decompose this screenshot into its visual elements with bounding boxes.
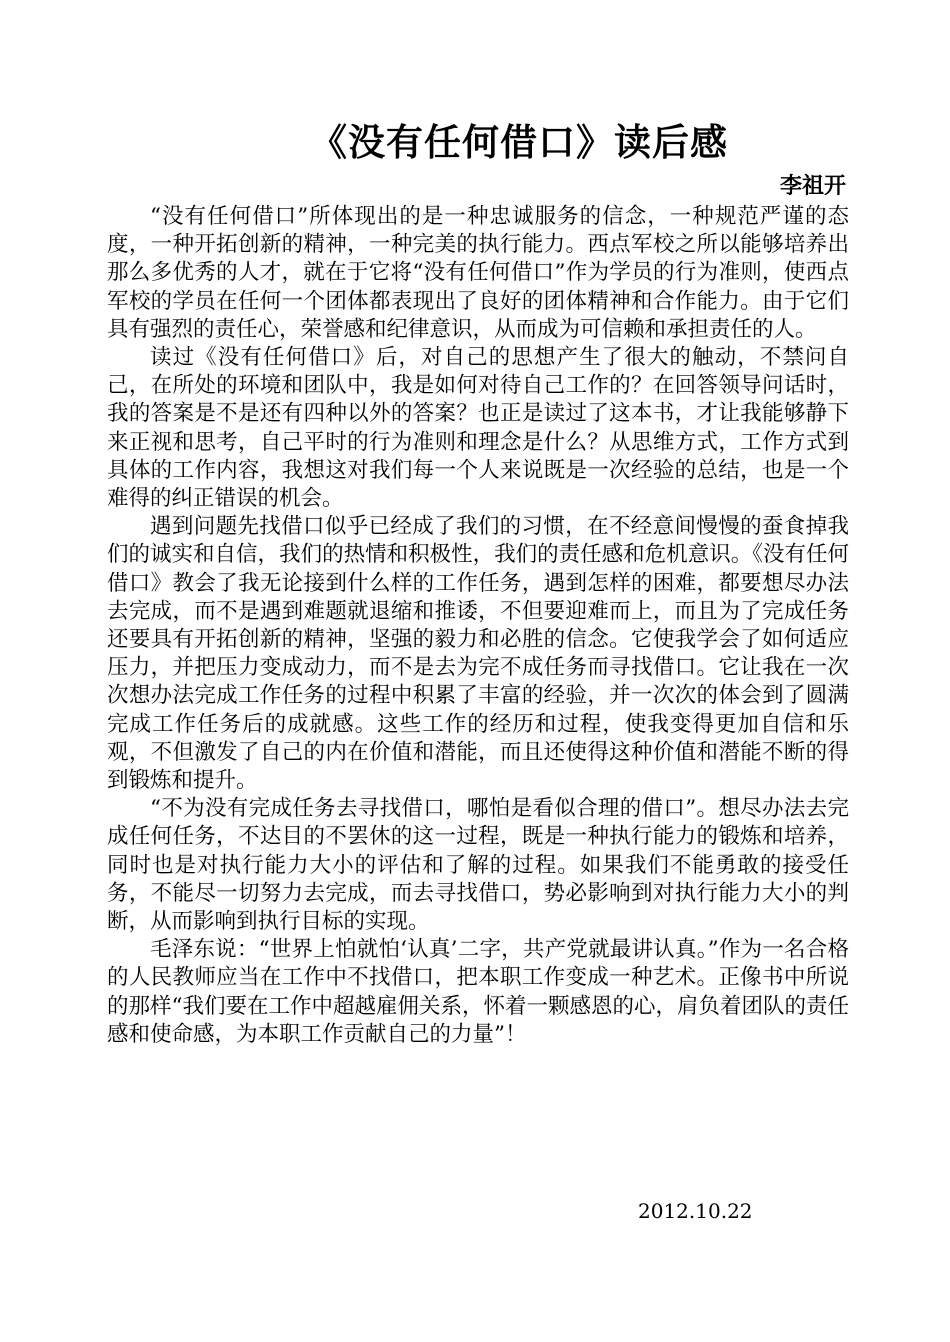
author-name: 李祖开 [779, 174, 846, 199]
paragraph: 读过《没有任何借口》后，对自己的思想产生了很大的触动，不禁问自己，在所处的环境和团队中，我是如何对待自己工作的？在回答领导问话时，我的答案是不是还有四种以外的答案？也正是读过了这本书，才让我能够静下来正视和思考，自己平时的行为准则和理念是什么？从思维方式，工作方式到具体的工作内容，我想这对我们每一个人来说既是一次经验的总结，也是一个难得的纠正错误的机会。 [107, 345, 849, 512]
paragraph: “没有任何借口”所体现出的是一种忠诚服务的信念，一种规范严谨的态度，一种开拓创新的精神，一种完美的执行能力。西点军校之所以能够培养出那么多优秀的人才，就在于它将“没有任何借口”作为学员的行为准则，使西点军校的学员在任何一个团体都表现出了良好的团体精神和合作能力。由于它们具有强烈的责任心，荣誉感和纪律意识，从而成为可信赖和承担责任的人。 [107, 204, 849, 342]
document-date: 2012.10.22 [638, 1199, 753, 1223]
paragraph: 毛泽东说：“世界上怕就怕‘认真’二字，共产党就最讲认真。”作为一名合格的人民教师应当在工作中不找借口，把本职工作变成一种艺术。正像书中所说的那样“我们要在工作中超越雇佣关系，怀着一颗感恩的心，肩负着团队的责任感和使命感，为本职工作贡献自己的力量”！ [107, 937, 849, 1047]
document-title: 《没有任何借口》读后感 [310, 121, 728, 164]
paragraph: 遇到问题先找借口似乎已经成了我们的习惯，在不经意间慢慢的蚕食掉我们的诚实和自信，我们的热情和积极性，我们的责任感和危机意识。《没有任何借口》教会了我无论接到什么样的工作任务，遇到怎样的困难，都要想尽办法去完成，而不是遇到难题就退缩和推诿，不但要迎难而上，而且为了完成任务还要具有开拓创新的精神，坚强的毅力和必胜的信念。它使我学会了如何适应压力，并把压力变成动力，而不是去为完不成任务而寻找借口。它让我在一次次想办法完成工作任务的过程中积累了丰富的经验，并一次次的体会到了圆满完成工作任务后的成就感。这些工作的经历和过程，使我变得更加自信和乐观，不但激发了自己的内在价值和潜能，而且还使得这种价值和潜能不断的得到锻炼和提升。 [107, 514, 849, 794]
document-body [107, 203, 849, 1049]
paragraph: “不为没有完成任务去寻找借口，哪怕是看似合理的借口”。想尽办法去完成任何任务，不达目的不罢休的这一过程，既是一种执行能力的锻炼和培养，同时也是对执行能力大小的评估和了解的过程。如果我们不能勇敢的接受任务，不能尽一切努力去完成，而去寻找借口，势必影响到对执行能力大小的判断，从而影响到执行目标的实现。 [107, 796, 849, 935]
